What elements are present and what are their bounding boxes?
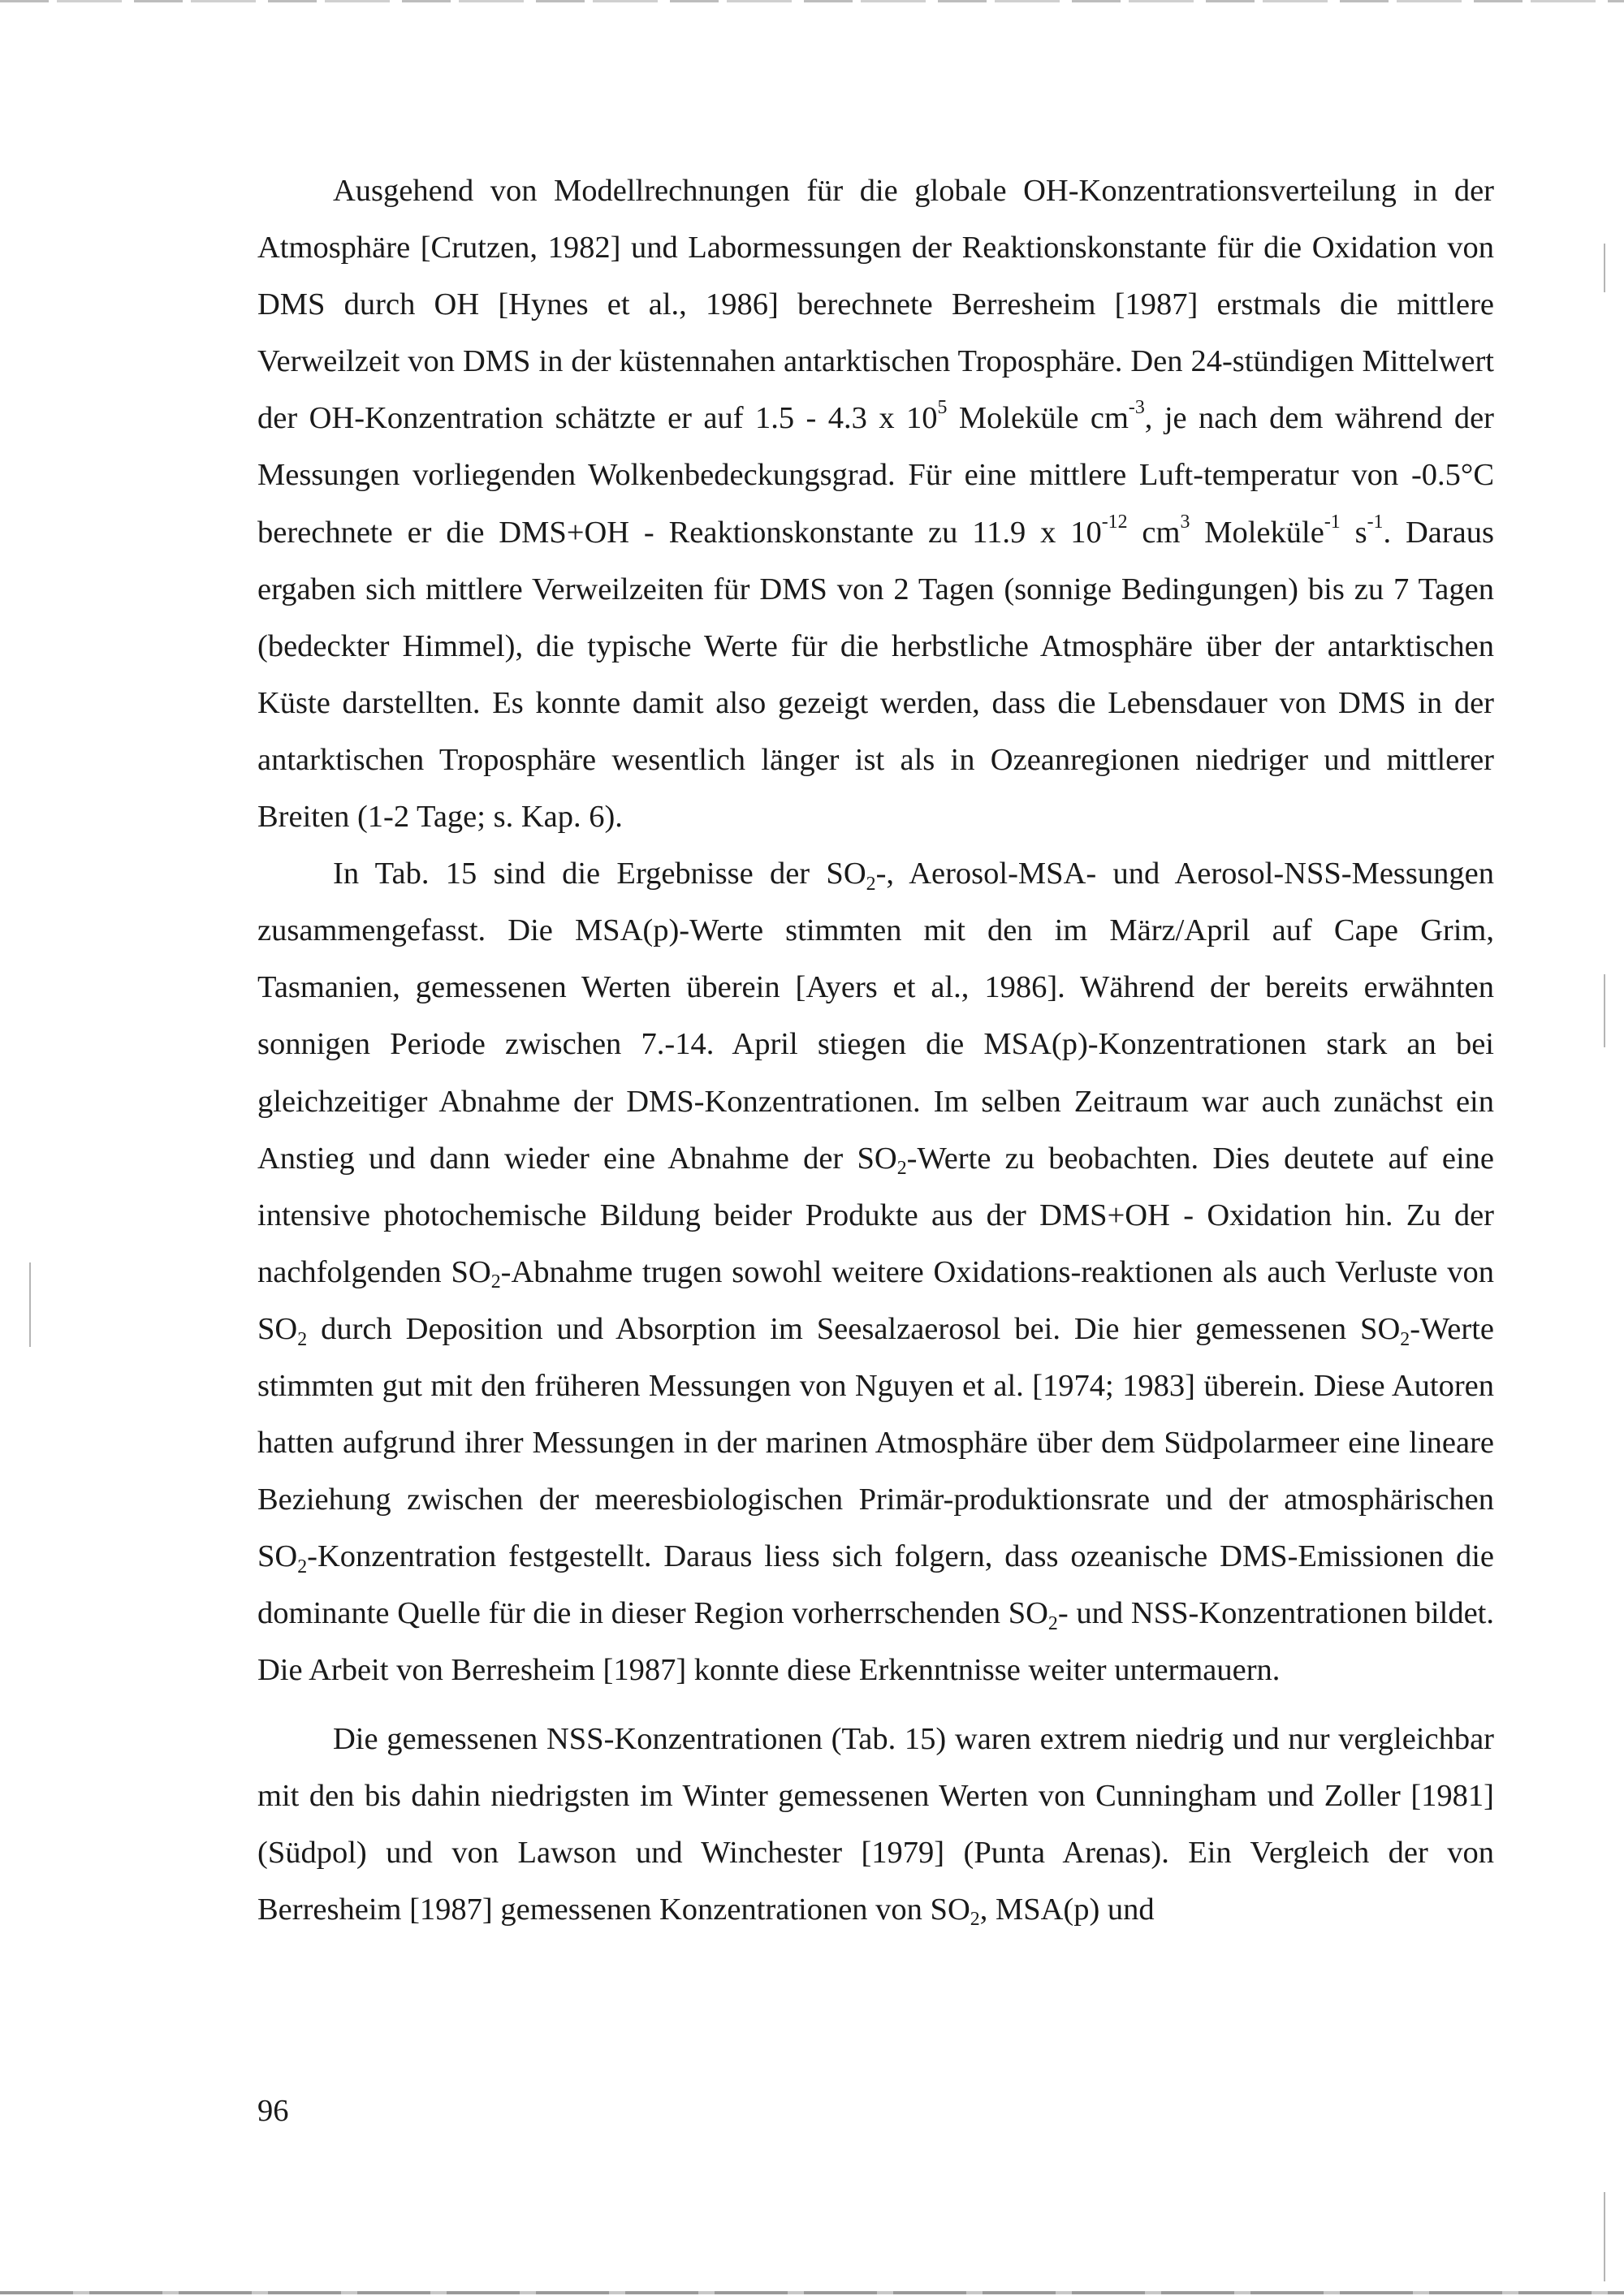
subscript: 2	[297, 1328, 308, 1350]
page-body	[257, 162, 1494, 1938]
text-run: cm	[1127, 515, 1181, 550]
subscript: 2	[1400, 1328, 1410, 1350]
superscript: 5	[937, 397, 948, 419]
scan-margin-mark	[29, 1262, 31, 1347]
text-run: -Abnahme trugen sowohl weitere Oxidations-reaktionen als auch Verluste von SO	[257, 1254, 1494, 1346]
superscript: -1	[1367, 511, 1384, 533]
scan-margin-mark	[1604, 974, 1605, 1047]
text-run: Moleküle	[1190, 515, 1324, 550]
paragraph	[257, 845, 1494, 1698]
superscript: -12	[1101, 511, 1128, 533]
text-run: -, Aerosol-MSA- und Aerosol-NSS-Messungen zusammengefasst. Die MSA(p)-Werte stimmten mit den im März/April auf Cape Grim, Tasmanien, gemessenen Werten überein [Ayers et al., 1986]. Während der bereits erwähnten sonnigen Periode zwischen 7.-14. April stiegen die MSA(p)-Konzentrationen stark an bei gleichzeitiger Abnahme der DMS-Konzentrationen. Im selben Zeitraum war auch zunächst ein Anstieg und dann wieder eine Abnahme der SO	[257, 857, 1494, 1176]
text-run: -Werte stimmten gut mit den früheren Messungen von Nguyen et al. [1974; 1983] überein. Diese Autoren hatten aufgrund ihrer Messungen in der marinen Atmosphäre über dem Südpolarmeer eine lineare Beziehung zwischen der meeresbiologischen Primär-produktionsrate und der atmosphärischen SO	[257, 1311, 1494, 1574]
scan-margin-mark	[1604, 2192, 1605, 2281]
text-run: -Konzentration festgestellt. Daraus liess sich folgern, dass ozeanische DMS-Emissionen die dominante Quelle für die in dieser Region vorherrschenden SO	[257, 1539, 1494, 1631]
text-run: Die gemessenen NSS-Konzentrationen (Tab. 15) waren extrem niedrig und nur vergleichbar mit den bis dahin niedrigsten im Winter gemessenen Werten von Cunningham und Zoller [1981] (Südpol) und von Lawson und Winchester [1979] (Punta Arenas). Ein Vergleich der von Berresheim [1987] gemessenen Konzentrationen von SO	[257, 1721, 1494, 1927]
superscript: -3	[1128, 397, 1145, 419]
subscript: 2	[490, 1271, 501, 1293]
text-run: . Daraus ergaben sich mittlere Verweilzeiten für DMS von 2 Tagen (sonnige Bedingungen) bis zu 7 Tagen (bedeckter Himmel), die typische Werte für die herbstliche Atmosphäre über der antarktischen Küste darstellten. Es konnte damit also gezeigt werden, dass die Lebensdauer von DMS in der antarktischen Troposphäre wesentlich länger ist als in Ozeanregionen niedriger und mittlerer Breiten (1-2 Tage; s. Kap. 6).	[257, 515, 1494, 835]
scan-top-edge	[0, 0, 1624, 2]
text-run: s	[1340, 515, 1367, 550]
text-run: Ausgehend von Modellrechnungen für die globale OH-Konzentrationsverteilung in der Atmosphäre [Crutzen, 1982] und Labormessungen der Reaktionskonstante für die Oxidation von DMS durch OH [Hynes et al., 1986] berechnete Berresheim [1987] erstmals die mittlere Verweilzeit von DMS in der küstennahen antarktischen Troposphäre. Den 24-stündigen Mittelwert der OH-Konzentration schätzte er auf 1.5 - 4.3 x 10	[257, 174, 1494, 436]
subscript: 2	[970, 1909, 980, 1931]
subscript: 2	[297, 1556, 308, 1577]
paragraph	[257, 162, 1494, 845]
text-run: In Tab. 15 sind die Ergebnisse der SO	[333, 857, 866, 891]
scan-margin-mark	[1604, 244, 1605, 292]
text-run: -Werte zu beobachten. Dies deutete auf eine intensive photochemische Bildung beider Produkte aus der DMS+OH - Oxidation hin. Zu der nachfolgenden SO	[257, 1141, 1495, 1289]
text-run: , MSA(p) und	[979, 1892, 1155, 1927]
page-number: 96	[257, 2094, 289, 2128]
text-run: Moleküle cm	[947, 401, 1129, 436]
text-run: durch Deposition und Absorption im Seesalzaerosol bei. Die hier gemessenen SO	[307, 1311, 1401, 1346]
subscript: 2	[866, 873, 876, 895]
subscript: 2	[896, 1158, 907, 1180]
subscript: 2	[1047, 1612, 1058, 1634]
superscript: 3	[1180, 511, 1190, 533]
superscript: -1	[1324, 511, 1341, 533]
text-run: , je nach dem während der Messungen vorliegenden Wolkenbedeckungsgrad. Für eine mittlere Luft-temperatur von -0.5°C berechnete er die DMS+OH - Reaktionskonstante zu 11.9 x 10	[257, 401, 1494, 550]
scan-bottom-edge	[0, 2291, 1624, 2294]
paragraph	[257, 1711, 1494, 1938]
text-run: - und NSS-Konzentrationen bildet. Die Arbeit von Berresheim [1987] konnte diese Erkenntnisse weiter untermauern.	[257, 1596, 1494, 1688]
